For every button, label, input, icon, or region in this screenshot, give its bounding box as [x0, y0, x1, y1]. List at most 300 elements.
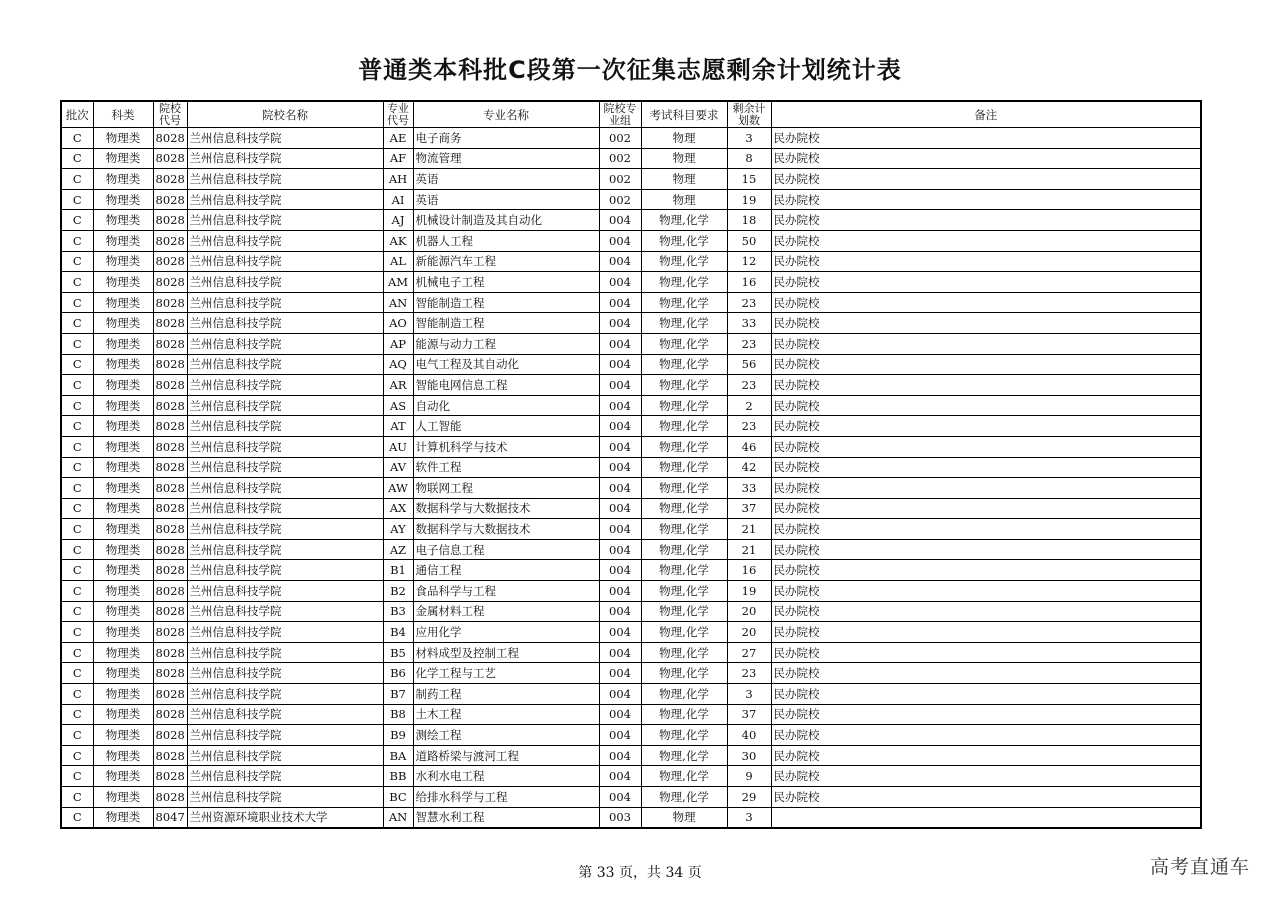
cell-major-group: 004	[599, 787, 641, 808]
cell-remaining-plan: 20	[727, 601, 771, 622]
cell-subject-requirement: 物理,化学	[641, 642, 727, 663]
cell-remaining-plan: 23	[727, 416, 771, 437]
cell-major-group: 004	[599, 395, 641, 416]
cell-batch: C	[61, 148, 93, 169]
cell-subject-requirement: 物理,化学	[641, 745, 727, 766]
cell-major-code: AN	[383, 807, 413, 828]
cell-remarks: 民办院校	[771, 313, 1201, 334]
table-row	[61, 704, 1201, 725]
cell-school-code: 8028	[153, 416, 187, 437]
cell-major-name: 食品科学与工程	[413, 581, 599, 602]
cell-batch: C	[61, 787, 93, 808]
cell-school-name: 兰州信息科技学院	[187, 539, 383, 560]
cell-category: 物理类	[93, 436, 153, 457]
cell-remaining-plan: 21	[727, 539, 771, 560]
header-major-group: 院校专业组	[599, 101, 641, 128]
cell-subject-requirement: 物理,化学	[641, 395, 727, 416]
cell-remarks: 民办院校	[771, 560, 1201, 581]
cell-school-name: 兰州信息科技学院	[187, 457, 383, 478]
table-row	[61, 745, 1201, 766]
cell-remaining-plan: 40	[727, 725, 771, 746]
cell-category: 物理类	[93, 375, 153, 396]
cell-category: 物理类	[93, 189, 153, 210]
cell-major-name: 通信工程	[413, 560, 599, 581]
cell-remaining-plan: 56	[727, 354, 771, 375]
watermark: 高考直通车	[1149, 856, 1250, 878]
cell-remarks: 民办院校	[771, 292, 1201, 313]
page-footer: 第 33 页，共 34 页	[578, 865, 702, 881]
cell-major-group: 004	[599, 601, 641, 622]
cell-subject-requirement: 物理,化学	[641, 663, 727, 684]
table-row	[61, 416, 1201, 437]
cell-batch: C	[61, 189, 93, 210]
cell-school-code: 8028	[153, 375, 187, 396]
cell-major-code: AK	[383, 230, 413, 251]
cell-major-name: 机器人工程	[413, 230, 599, 251]
cell-school-code: 8028	[153, 230, 187, 251]
cell-major-group: 004	[599, 354, 641, 375]
cell-remarks: 民办院校	[771, 128, 1201, 149]
cell-remarks: 民办院校	[771, 581, 1201, 602]
cell-major-code: AM	[383, 272, 413, 293]
cell-remarks: 民办院校	[771, 539, 1201, 560]
cell-school-name: 兰州信息科技学院	[187, 230, 383, 251]
cell-category: 物理类	[93, 787, 153, 808]
cell-batch: C	[61, 560, 93, 581]
cell-school-code: 8028	[153, 581, 187, 602]
cell-school-name: 兰州信息科技学院	[187, 251, 383, 272]
cell-category: 物理类	[93, 395, 153, 416]
cell-major-name: 水利水电工程	[413, 766, 599, 787]
cell-major-group: 004	[599, 251, 641, 272]
cell-major-group: 004	[599, 766, 641, 787]
cell-major-group: 004	[599, 663, 641, 684]
cell-school-name: 兰州信息科技学院	[187, 704, 383, 725]
cell-school-name: 兰州信息科技学院	[187, 416, 383, 437]
table-row	[61, 272, 1201, 293]
cell-major-name: 制药工程	[413, 684, 599, 705]
cell-school-code: 8028	[153, 251, 187, 272]
cell-major-name: 电子商务	[413, 128, 599, 149]
table-row	[61, 189, 1201, 210]
cell-school-name: 兰州信息科技学院	[187, 333, 383, 354]
cell-subject-requirement: 物理,化学	[641, 601, 727, 622]
cell-major-code: AH	[383, 169, 413, 190]
cell-remarks: 民办院校	[771, 210, 1201, 231]
cell-school-name: 兰州信息科技学院	[187, 478, 383, 499]
cell-remaining-plan: 37	[727, 498, 771, 519]
cell-major-code: AP	[383, 333, 413, 354]
cell-category: 物理类	[93, 745, 153, 766]
cell-subject-requirement: 物理,化学	[641, 622, 727, 643]
cell-batch: C	[61, 169, 93, 190]
cell-school-name: 兰州信息科技学院	[187, 354, 383, 375]
cell-batch: C	[61, 230, 93, 251]
cell-school-name: 兰州信息科技学院	[187, 601, 383, 622]
cell-remaining-plan: 30	[727, 745, 771, 766]
cell-subject-requirement: 物理,化学	[641, 436, 727, 457]
cell-batch: C	[61, 745, 93, 766]
table-row	[61, 478, 1201, 499]
cell-remarks: 民办院校	[771, 519, 1201, 540]
cell-major-name: 能源与动力工程	[413, 333, 599, 354]
cell-remarks: 民办院校	[771, 766, 1201, 787]
cell-major-name: 人工智能	[413, 416, 599, 437]
cell-school-code: 8028	[153, 169, 187, 190]
cell-major-name: 计算机科学与技术	[413, 436, 599, 457]
cell-remarks: 民办院校	[771, 457, 1201, 478]
cell-major-group: 003	[599, 807, 641, 828]
cell-major-name: 金属材料工程	[413, 601, 599, 622]
cell-major-code: BB	[383, 766, 413, 787]
cell-major-code: AQ	[383, 354, 413, 375]
cell-school-name: 兰州信息科技学院	[187, 272, 383, 293]
cell-batch: C	[61, 519, 93, 540]
cell-major-group: 004	[599, 333, 641, 354]
cell-school-code: 8028	[153, 272, 187, 293]
cell-batch: C	[61, 478, 93, 499]
header-batch: 批次	[61, 101, 93, 128]
cell-major-name: 电子信息工程	[413, 539, 599, 560]
cell-school-code: 8028	[153, 663, 187, 684]
cell-remaining-plan: 21	[727, 519, 771, 540]
cell-major-group: 004	[599, 478, 641, 499]
header-remaining-plan: 剩余计划数	[727, 101, 771, 128]
header-major-name: 专业名称	[413, 101, 599, 128]
cell-remarks: 民办院校	[771, 704, 1201, 725]
table-row	[61, 725, 1201, 746]
cell-remarks: 民办院校	[771, 416, 1201, 437]
cell-subject-requirement: 物理,化学	[641, 539, 727, 560]
cell-remarks: 民办院校	[771, 395, 1201, 416]
cell-major-code: B7	[383, 684, 413, 705]
cell-remaining-plan: 12	[727, 251, 771, 272]
cell-subject-requirement: 物理,化学	[641, 292, 727, 313]
cell-major-code: B5	[383, 642, 413, 663]
cell-category: 物理类	[93, 642, 153, 663]
cell-school-code: 8028	[153, 478, 187, 499]
cell-batch: C	[61, 416, 93, 437]
table-row	[61, 333, 1201, 354]
cell-batch: C	[61, 395, 93, 416]
cell-subject-requirement: 物理,化学	[641, 787, 727, 808]
cell-category: 物理类	[93, 807, 153, 828]
table-row	[61, 128, 1201, 149]
cell-batch: C	[61, 272, 93, 293]
cell-school-name: 兰州信息科技学院	[187, 395, 383, 416]
cell-category: 物理类	[93, 313, 153, 334]
cell-school-name: 兰州信息科技学院	[187, 560, 383, 581]
cell-school-code: 8028	[153, 622, 187, 643]
cell-major-group: 004	[599, 210, 641, 231]
cell-batch: C	[61, 622, 93, 643]
cell-subject-requirement: 物理,化学	[641, 704, 727, 725]
cell-category: 物理类	[93, 519, 153, 540]
cell-batch: C	[61, 581, 93, 602]
cell-school-name: 兰州信息科技学院	[187, 375, 383, 396]
table-row	[61, 663, 1201, 684]
cell-subject-requirement: 物理,化学	[641, 560, 727, 581]
cell-remarks: 民办院校	[771, 787, 1201, 808]
cell-school-code: 8028	[153, 148, 187, 169]
cell-major-group: 004	[599, 313, 641, 334]
cell-subject-requirement: 物理,化学	[641, 210, 727, 231]
cell-major-group: 004	[599, 725, 641, 746]
cell-major-code: AW	[383, 478, 413, 499]
cell-major-name: 材料成型及控制工程	[413, 642, 599, 663]
cell-major-code: B1	[383, 560, 413, 581]
cell-subject-requirement: 物理,化学	[641, 725, 727, 746]
cell-remaining-plan: 50	[727, 230, 771, 251]
cell-subject-requirement: 物理,化学	[641, 684, 727, 705]
cell-major-name: 英语	[413, 169, 599, 190]
cell-major-group: 002	[599, 169, 641, 190]
cell-major-name: 土木工程	[413, 704, 599, 725]
table-row	[61, 642, 1201, 663]
cell-school-name: 兰州资源环境职业技术大学	[187, 807, 383, 828]
cell-major-code: B9	[383, 725, 413, 746]
cell-remarks: 民办院校	[771, 745, 1201, 766]
cell-remaining-plan: 42	[727, 457, 771, 478]
cell-batch: C	[61, 251, 93, 272]
cell-major-group: 004	[599, 622, 641, 643]
cell-batch: C	[61, 354, 93, 375]
cell-remarks: 民办院校	[771, 148, 1201, 169]
table-row	[61, 622, 1201, 643]
cell-remaining-plan: 8	[727, 148, 771, 169]
cell-subject-requirement: 物理,化学	[641, 457, 727, 478]
cell-school-name: 兰州信息科技学院	[187, 787, 383, 808]
cell-major-name: 智慧水利工程	[413, 807, 599, 828]
cell-batch: C	[61, 663, 93, 684]
cell-school-code: 8028	[153, 395, 187, 416]
cell-subject-requirement: 物理,化学	[641, 581, 727, 602]
cell-major-code: AZ	[383, 539, 413, 560]
cell-remaining-plan: 29	[727, 787, 771, 808]
cell-remaining-plan: 33	[727, 478, 771, 499]
cell-subject-requirement: 物理,化学	[641, 478, 727, 499]
cell-remarks: 民办院校	[771, 622, 1201, 643]
cell-batch: C	[61, 498, 93, 519]
table-row	[61, 519, 1201, 540]
cell-remaining-plan: 9	[727, 766, 771, 787]
cell-category: 物理类	[93, 272, 153, 293]
cell-remarks	[771, 807, 1201, 828]
cell-school-code: 8028	[153, 539, 187, 560]
cell-school-name: 兰州信息科技学院	[187, 148, 383, 169]
cell-category: 物理类	[93, 498, 153, 519]
cell-major-code: B4	[383, 622, 413, 643]
cell-major-code: AT	[383, 416, 413, 437]
cell-subject-requirement: 物理,化学	[641, 313, 727, 334]
cell-major-name: 物联网工程	[413, 478, 599, 499]
cell-school-code: 8028	[153, 128, 187, 149]
table-row	[61, 539, 1201, 560]
cell-major-code: AR	[383, 375, 413, 396]
cell-remaining-plan: 37	[727, 704, 771, 725]
cell-major-group: 004	[599, 375, 641, 396]
cell-remarks: 民办院校	[771, 663, 1201, 684]
cell-major-group: 004	[599, 642, 641, 663]
cell-major-group: 004	[599, 292, 641, 313]
cell-remaining-plan: 3	[727, 128, 771, 149]
table-row	[61, 766, 1201, 787]
cell-batch: C	[61, 539, 93, 560]
cell-major-group: 004	[599, 581, 641, 602]
table-row	[61, 684, 1201, 705]
cell-subject-requirement: 物理	[641, 189, 727, 210]
table-row	[61, 457, 1201, 478]
cell-major-code: AU	[383, 436, 413, 457]
cell-major-name: 机械电子工程	[413, 272, 599, 293]
cell-category: 物理类	[93, 148, 153, 169]
cell-remarks: 民办院校	[771, 478, 1201, 499]
cell-major-group: 004	[599, 457, 641, 478]
cell-category: 物理类	[93, 539, 153, 560]
cell-school-name: 兰州信息科技学院	[187, 189, 383, 210]
cell-school-code: 8047	[153, 807, 187, 828]
table-row	[61, 436, 1201, 457]
header-category: 科类	[93, 101, 153, 128]
cell-school-name: 兰州信息科技学院	[187, 436, 383, 457]
cell-school-code: 8028	[153, 189, 187, 210]
cell-batch: C	[61, 601, 93, 622]
cell-major-group: 002	[599, 189, 641, 210]
cell-batch: C	[61, 333, 93, 354]
cell-remarks: 民办院校	[771, 169, 1201, 190]
cell-batch: C	[61, 436, 93, 457]
cell-remaining-plan: 19	[727, 581, 771, 602]
cell-major-group: 004	[599, 230, 641, 251]
cell-school-name: 兰州信息科技学院	[187, 292, 383, 313]
cell-major-code: AJ	[383, 210, 413, 231]
cell-category: 物理类	[93, 725, 153, 746]
cell-major-group: 004	[599, 704, 641, 725]
cell-category: 物理类	[93, 169, 153, 190]
cell-category: 物理类	[93, 684, 153, 705]
cell-subject-requirement: 物理,化学	[641, 354, 727, 375]
table-row	[61, 148, 1201, 169]
cell-major-group: 004	[599, 539, 641, 560]
table-row	[61, 251, 1201, 272]
header-school-name: 院校名称	[187, 101, 383, 128]
cell-remarks: 民办院校	[771, 354, 1201, 375]
cell-major-group: 004	[599, 684, 641, 705]
cell-remarks: 民办院校	[771, 436, 1201, 457]
cell-remarks: 民办院校	[771, 684, 1201, 705]
cell-major-code: B3	[383, 601, 413, 622]
header-subject-requirement: 考试科目要求	[641, 101, 727, 128]
cell-category: 物理类	[93, 704, 153, 725]
cell-remarks: 民办院校	[771, 601, 1201, 622]
cell-major-group: 004	[599, 519, 641, 540]
cell-remaining-plan: 20	[727, 622, 771, 643]
table-body	[61, 128, 1201, 829]
table-row	[61, 354, 1201, 375]
cell-major-code: BA	[383, 745, 413, 766]
cell-subject-requirement: 物理,化学	[641, 519, 727, 540]
cell-subject-requirement: 物理,化学	[641, 230, 727, 251]
cell-batch: C	[61, 642, 93, 663]
cell-major-name: 应用化学	[413, 622, 599, 643]
cell-major-group: 004	[599, 560, 641, 581]
cell-major-code: AN	[383, 292, 413, 313]
cell-subject-requirement: 物理,化学	[641, 272, 727, 293]
cell-major-code: AL	[383, 251, 413, 272]
cell-school-name: 兰州信息科技学院	[187, 642, 383, 663]
cell-category: 物理类	[93, 581, 153, 602]
cell-batch: C	[61, 704, 93, 725]
cell-school-code: 8028	[153, 313, 187, 334]
cell-school-name: 兰州信息科技学院	[187, 313, 383, 334]
cell-school-code: 8028	[153, 704, 187, 725]
cell-major-code: B8	[383, 704, 413, 725]
cell-school-name: 兰州信息科技学院	[187, 622, 383, 643]
cell-school-code: 8028	[153, 560, 187, 581]
cell-school-code: 8028	[153, 210, 187, 231]
cell-category: 物理类	[93, 601, 153, 622]
cell-major-name: 自动化	[413, 395, 599, 416]
cell-batch: C	[61, 128, 93, 149]
cell-school-name: 兰州信息科技学院	[187, 766, 383, 787]
cell-category: 物理类	[93, 663, 153, 684]
cell-subject-requirement: 物理,化学	[641, 416, 727, 437]
cell-remaining-plan: 23	[727, 375, 771, 396]
cell-major-code: AE	[383, 128, 413, 149]
cell-remaining-plan: 23	[727, 333, 771, 354]
cell-category: 物理类	[93, 292, 153, 313]
cell-major-code: BC	[383, 787, 413, 808]
cell-subject-requirement: 物理,化学	[641, 251, 727, 272]
cell-category: 物理类	[93, 354, 153, 375]
cell-remarks: 民办院校	[771, 642, 1201, 663]
table-row	[61, 313, 1201, 334]
cell-school-code: 8028	[153, 292, 187, 313]
cell-major-code: AS	[383, 395, 413, 416]
cell-major-code: AO	[383, 313, 413, 334]
cell-major-name: 新能源汽车工程	[413, 251, 599, 272]
cell-school-code: 8028	[153, 457, 187, 478]
cell-school-name: 兰州信息科技学院	[187, 498, 383, 519]
table-row	[61, 375, 1201, 396]
table-row	[61, 292, 1201, 313]
cell-remaining-plan: 33	[727, 313, 771, 334]
table-row	[61, 169, 1201, 190]
cell-school-code: 8028	[153, 519, 187, 540]
table-row	[61, 560, 1201, 581]
table-row	[61, 581, 1201, 602]
cell-major-code: B2	[383, 581, 413, 602]
cell-major-code: AV	[383, 457, 413, 478]
cell-category: 物理类	[93, 251, 153, 272]
cell-remaining-plan: 19	[727, 189, 771, 210]
plan-table	[60, 100, 1202, 829]
cell-major-name: 智能制造工程	[413, 313, 599, 334]
header-remarks: 备注	[771, 101, 1201, 128]
cell-major-code: AF	[383, 148, 413, 169]
cell-major-name: 智能电网信息工程	[413, 375, 599, 396]
cell-major-name: 机械设计制造及其自动化	[413, 210, 599, 231]
cell-remarks: 民办院校	[771, 725, 1201, 746]
cell-category: 物理类	[93, 457, 153, 478]
page-title: 普通类本科批C段第一次征集志愿剩余计划统计表	[358, 56, 902, 84]
cell-subject-requirement: 物理	[641, 807, 727, 828]
cell-subject-requirement: 物理,化学	[641, 333, 727, 354]
table-row	[61, 230, 1201, 251]
cell-batch: C	[61, 725, 93, 746]
cell-remarks: 民办院校	[771, 272, 1201, 293]
cell-major-group: 004	[599, 436, 641, 457]
